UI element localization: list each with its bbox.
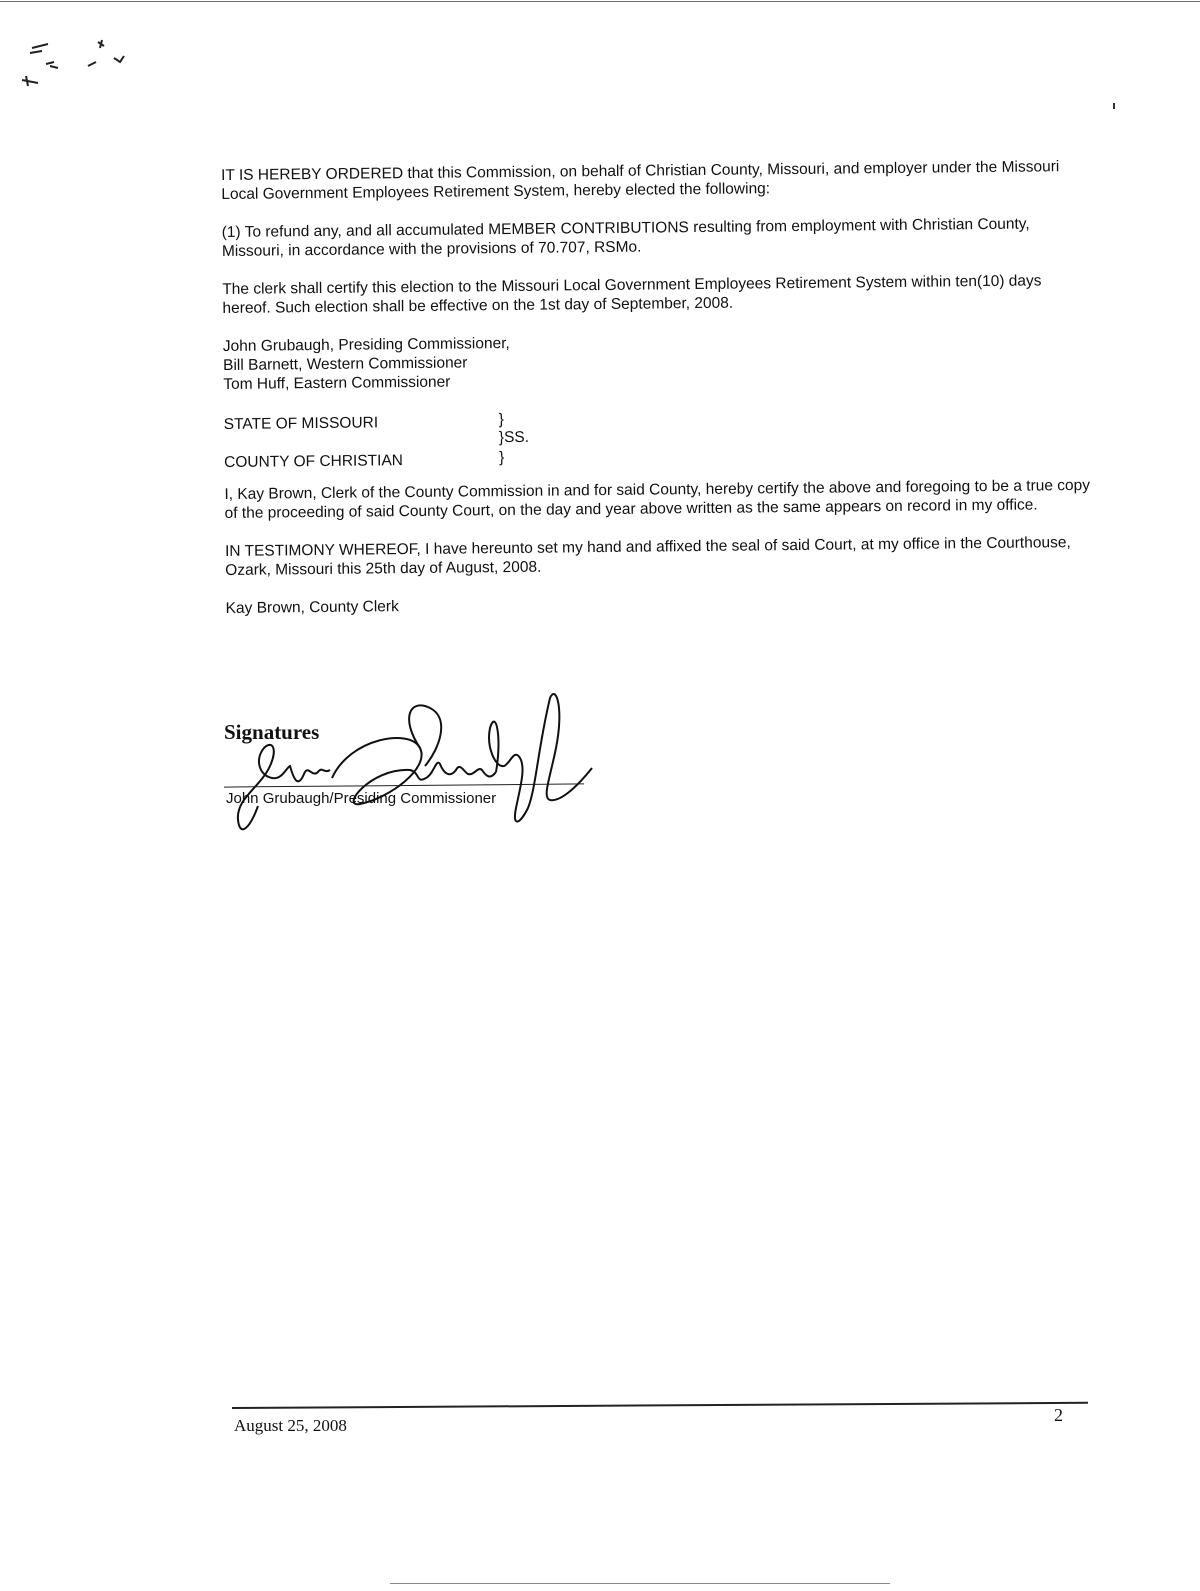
- scan-speck: [1113, 103, 1115, 109]
- venue-ss: }SS.: [498, 428, 530, 447]
- venue-brace: }: [498, 449, 505, 467]
- venue-brace: }: [498, 411, 504, 429]
- testimony-paragraph: IN TESTIMONY WHEREOF, I have hereunto set my hand and affixed the seal of said Court, at my office in the Courthouse, Ozark, Missouri this 25th day of August, 2008.: [224, 534, 1071, 579]
- document-body: [221, 157, 1096, 618]
- handwritten-signature: [220, 688, 610, 848]
- clerk-certification-paragraph: I, Kay Brown, Clerk of the County Commission in and for said County, hereby certify the above and foregoing to be a true copy of the proceeding of said County Court, on the day and year above written as the same appears on record in my office.: [224, 476, 1091, 522]
- certify-election-paragraph: The clerk shall certify this election to the Missouri Local Government Employees Retirement System within ten(10) days hereof. Such election shall be effective on the 1st day of September, 2008.: [222, 272, 1042, 317]
- venue-block: [224, 404, 1095, 471]
- order-paragraph: IT IS HEREBY ORDERED that this Commission, on behalf of Christian County, Missouri, and employer under the Missouri Local Government Employees Retirement System, hereby elected the following:: [221, 158, 1060, 203]
- venue-state: STATE OF MISSOURI: [223, 414, 379, 433]
- commissioner-list: [223, 328, 1094, 394]
- refund-paragraph: (1) To refund any, and all accumulated MEMBER CONTRIBUTIONS resulting from employment with Christian County, Missouri, in accordance with the provisions of 70.707, RSMo.: [221, 215, 1030, 260]
- commissioner-name: Bill Barnett, Western Commissioner: [223, 354, 468, 374]
- scan-speck-marks: [18, 36, 138, 96]
- signatures-heading: Signatures: [224, 720, 320, 744]
- clerk-name: Kay Brown, County Clerk: [225, 598, 399, 617]
- footer-rule: [232, 1402, 1088, 1409]
- venue-county: COUNTY OF CHRISTIAN: [224, 452, 404, 471]
- commissioner-name: Tom Huff, Eastern Commissioner: [223, 373, 451, 393]
- signature-caption: John Grubaugh/Presiding Commissioner: [226, 790, 497, 807]
- footer-date: August 25, 2008: [234, 1416, 347, 1435]
- page-number: 2: [1054, 1405, 1063, 1425]
- bottom-scan-edge: [390, 1583, 890, 1584]
- top-scan-edge: [0, 1, 1200, 2]
- commissioner-name: John Grubaugh, Presiding Commissioner,: [222, 334, 510, 355]
